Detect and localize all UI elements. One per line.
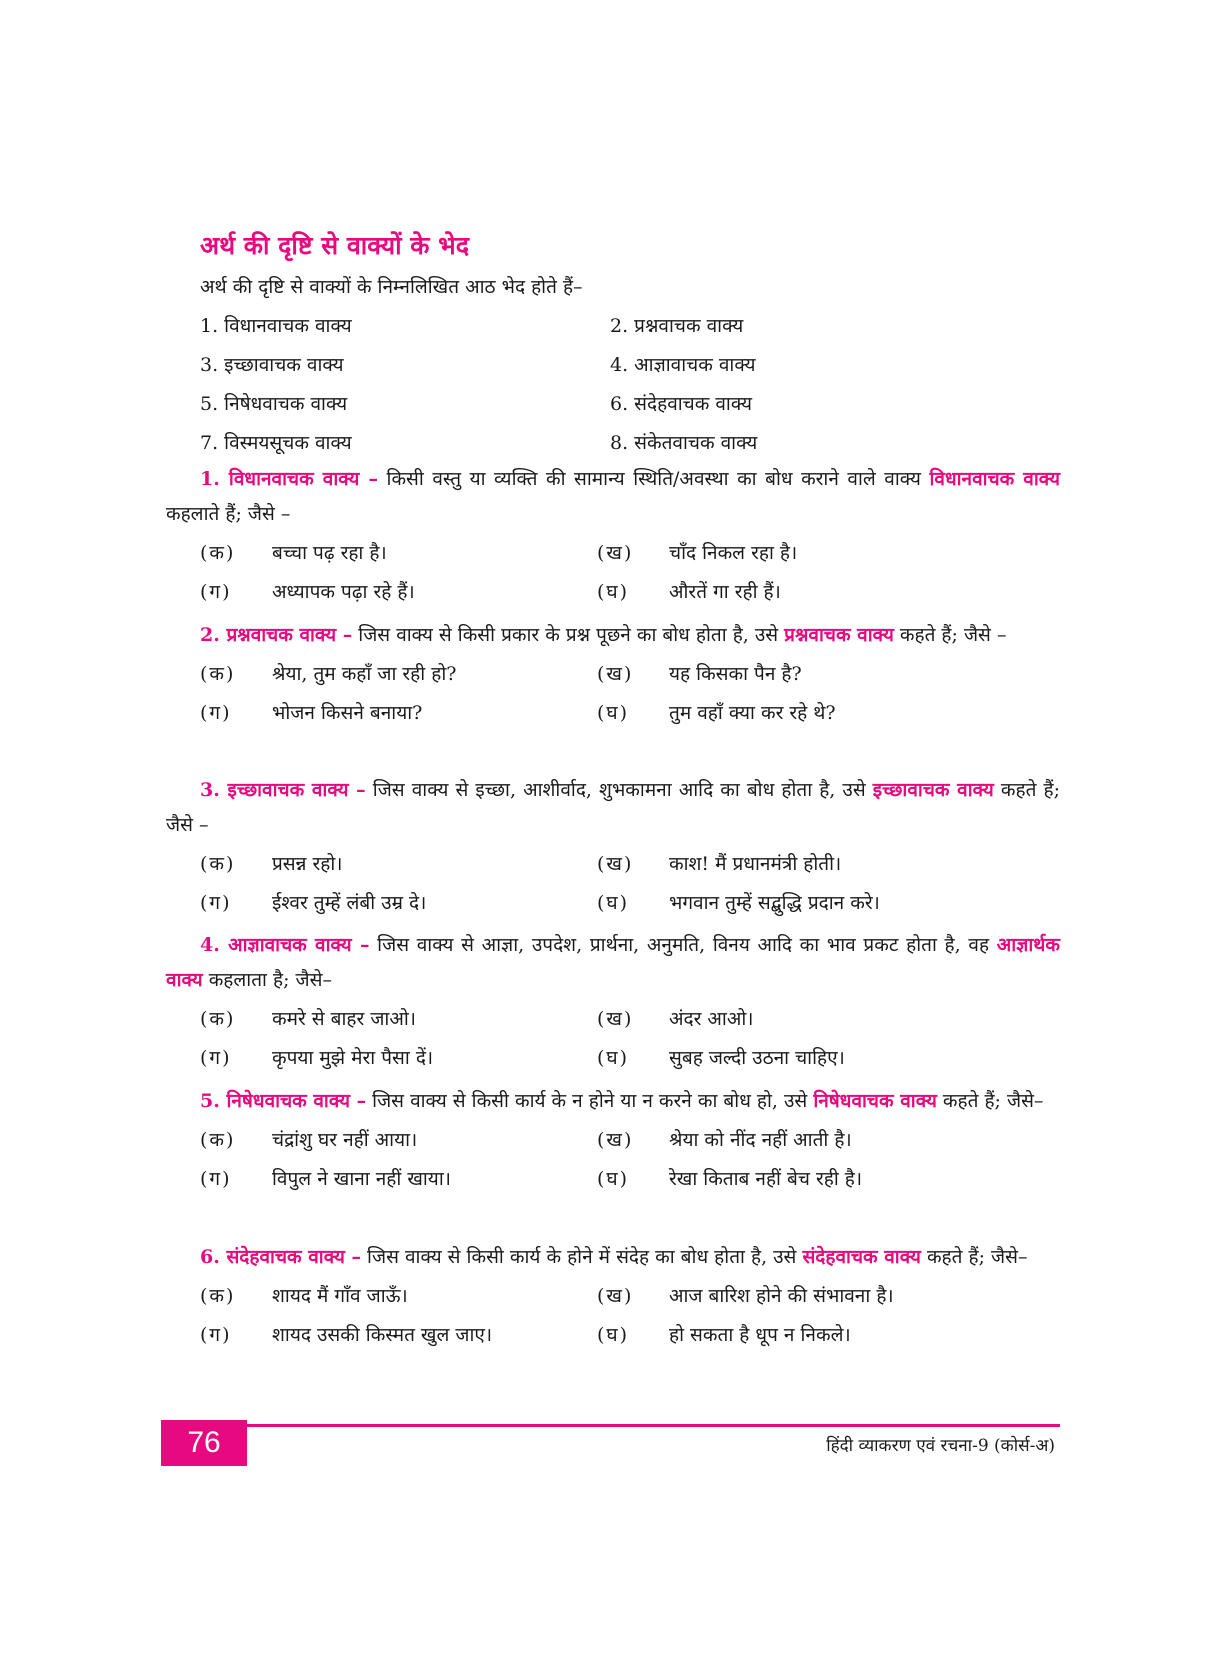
- section-definition: [166, 462, 1060, 532]
- page-number: 76: [161, 1420, 247, 1466]
- example-row: [166, 843, 1060, 882]
- section-definition: [166, 928, 1060, 998]
- definition-text: कहते हैं; जैसे–: [920, 1246, 1028, 1268]
- example-label: (ख): [597, 1284, 634, 1307]
- example-text: प्रसन्न रहो।: [272, 852, 343, 875]
- definition-text: जिस वाक्य से किसी कार्य के न होने या न करने का बोध हो, उसे: [366, 1090, 814, 1112]
- example-label: (ग): [200, 1323, 232, 1346]
- example-label: (क): [200, 1284, 236, 1307]
- definition-text: कहते हैं; जैसे –: [893, 624, 1007, 646]
- example-label: (क): [200, 1007, 236, 1030]
- example-text: औरतें गा रही हैं।: [669, 580, 781, 603]
- example-row: [166, 1158, 1060, 1197]
- example-text: श्रेया, तुम कहाँ जा रही हो?: [272, 662, 457, 685]
- list-row: [200, 312, 1020, 351]
- example-label: (ख): [597, 541, 634, 564]
- definition-text: कहते हैं; जैसे –: [166, 779, 1060, 836]
- example-text: विपुल ने खाना नहीं खाया।: [272, 1167, 451, 1190]
- example-label: (ख): [597, 852, 634, 875]
- example-text: कृपया मुझे मेरा पैसा दें।: [272, 1046, 434, 1069]
- example-text: अध्यापक पढ़ा रहे हैं।: [272, 580, 415, 603]
- section-vidhanvachak: [166, 462, 1060, 610]
- example-text: ईश्वर तुम्हें लंबी उम्र दे।: [272, 891, 427, 914]
- example-row: [166, 571, 1060, 610]
- example-text: कमरे से बाहर जाओ।: [272, 1007, 416, 1030]
- section-title: 4. आज्ञावाचक वाक्य –: [200, 934, 370, 956]
- example-row: [166, 532, 1060, 571]
- example-label: (घ): [597, 891, 630, 914]
- example-row: [166, 653, 1060, 692]
- example-text: शायद उसकी किस्मत खुल जाए।: [272, 1323, 493, 1346]
- example-row: [166, 692, 1060, 731]
- section-title: 3. इच्छावाचक वाक्य –: [200, 779, 366, 801]
- section-definition: [166, 1240, 1060, 1275]
- example-row: [166, 882, 1060, 921]
- book-title: हिंदी व्याकरण एवं रचना-9 (कोर्स-अ): [826, 1436, 1055, 1456]
- example-text: रेखा किताब नहीं बेच रही है।: [669, 1167, 863, 1190]
- example-label: (ख): [597, 662, 634, 685]
- section-definition: [166, 773, 1060, 843]
- example-text: चंद्रांशु घर नहीं आया।: [272, 1128, 418, 1151]
- highlight-term: इच्छावाचक वाक्य: [872, 779, 994, 801]
- section-title: 5. निषेधवाचक वाक्य –: [200, 1090, 367, 1112]
- example-text: काश! मैं प्रधानमंत्री होती।: [669, 852, 842, 875]
- section-title: 1. विधानवाचक वाक्य –: [200, 468, 379, 490]
- example-text: आज बारिश होने की संभावना है।: [669, 1284, 894, 1307]
- section-sandehvachak: [166, 1240, 1060, 1353]
- example-label: (ग): [200, 580, 232, 603]
- example-label: (ख): [597, 1007, 634, 1030]
- highlight-term: विधानवाचक वाक्य: [929, 468, 1060, 490]
- highlight-term: प्रश्नवाचक वाक्य: [784, 624, 894, 646]
- highlight-term: संदेहवाचक वाक्य: [802, 1246, 921, 1268]
- section-title: 2. प्रश्नवाचक वाक्य –: [200, 624, 353, 646]
- list-item: 3. इच्छावाचक वाक्य: [200, 354, 344, 376]
- section-aagyavachak: [166, 928, 1060, 1076]
- list-item: 4. आज्ञावाचक वाक्य: [610, 354, 756, 376]
- example-label: (क): [200, 1128, 236, 1151]
- definition-text: कहलाते हैं; जैसे –: [166, 503, 291, 525]
- section-ichchhavachak: [166, 773, 1060, 921]
- highlight-term: निषेधवाचक वाक्य: [813, 1090, 937, 1112]
- section-definition: [166, 1084, 1060, 1119]
- example-text: सुबह जल्दी उठना चाहिए।: [669, 1046, 845, 1069]
- section-prashnavachak: [166, 618, 1060, 731]
- section-title: 6. संदेहवाचक वाक्य –: [200, 1246, 362, 1268]
- example-label: (घ): [597, 580, 630, 603]
- example-text: यह किसका पैन है?: [669, 662, 802, 685]
- example-text: तुम वहाँ क्या कर रहे थे?: [669, 701, 836, 724]
- example-label: (क): [200, 541, 236, 564]
- example-label: (ग): [200, 701, 232, 724]
- list-item: 2. प्रश्नवाचक वाक्य: [610, 315, 744, 337]
- section-nishedhvachak: [166, 1084, 1060, 1197]
- definition-text: जिस वाक्य से इच्छा, आशीर्वाद, शुभकामना आदि का बोध होता है, उसे: [365, 779, 873, 801]
- example-text: श्रेया को नींद नहीं आती है।: [669, 1128, 852, 1151]
- example-text: बच्चा पढ़ रहा है।: [272, 541, 387, 564]
- section-definition: [166, 618, 1060, 653]
- list-row: [200, 390, 1020, 429]
- definition-text: कहलाता है; जैसे–: [202, 969, 332, 991]
- example-label: (ग): [200, 1167, 232, 1190]
- example-label: (ग): [200, 1046, 232, 1069]
- highlight-term: आज्ञार्थक वाक्य: [166, 934, 1060, 991]
- example-label: (ग): [200, 891, 232, 914]
- list-row: [200, 351, 1020, 390]
- list-item: 6. संदेहवाचक वाक्य: [610, 393, 753, 415]
- list-item: 7. विस्मयसूचक वाक्य: [200, 432, 352, 454]
- example-text: हो सकता है धूप न निकले।: [669, 1323, 851, 1346]
- example-label: (घ): [597, 1323, 630, 1346]
- example-text: भगवान तुम्हें सद्बुद्धि प्रदान करे।: [669, 891, 880, 914]
- example-row: [166, 998, 1060, 1037]
- footer-divider: [244, 1424, 1060, 1427]
- definition-text: किसी वस्तु या व्यक्ति की सामान्य स्थिति/अवस्था का बोध कराने वाले वाक्य: [378, 468, 930, 490]
- example-label: (घ): [597, 1046, 630, 1069]
- example-text: चाँद निकल रहा है।: [669, 541, 798, 564]
- example-text: अंदर आओ।: [669, 1007, 754, 1030]
- definition-text: कहते हैं; जैसे–: [936, 1090, 1044, 1112]
- list-item: 1. विधानवाचक वाक्य: [200, 315, 352, 337]
- list-item: 5. निषेधवाचक वाक्य: [200, 393, 348, 415]
- example-row: [166, 1119, 1060, 1158]
- definition-text: जिस वाक्य से किसी प्रकार के प्रश्न पूछने का बोध होता है, उसे: [352, 624, 785, 646]
- example-label: (ख): [597, 1128, 634, 1151]
- intro-text: अर्थ की दृष्टि से वाक्यों के निम्नलिखित आठ भेद होते हैं–: [200, 276, 583, 298]
- example-label: (घ): [597, 1167, 630, 1190]
- example-label: (घ): [597, 701, 630, 724]
- example-row: [166, 1275, 1060, 1314]
- example-text: भोजन किसने बनाया?: [272, 701, 423, 724]
- list-item: 8. संकेतवाचक वाक्य: [610, 432, 758, 454]
- example-label: (क): [200, 852, 236, 875]
- example-row: [166, 1037, 1060, 1076]
- example-row: [166, 1314, 1060, 1353]
- example-text: शायद मैं गाँव जाऊँ।: [272, 1284, 408, 1307]
- definition-text: जिस वाक्य से किसी कार्य के होने में संदेह का बोध होता है, उसे: [361, 1246, 803, 1268]
- page-heading: अर्थ की दृष्टि से वाक्यों के भेद: [200, 231, 469, 260]
- types-list: [200, 312, 1020, 468]
- example-label: (क): [200, 662, 236, 685]
- definition-text: जिस वाक्य से आज्ञा, उपदेश, प्रार्थना, अनुमति, विनय आदि का भाव प्रकट होता है, वह: [369, 934, 997, 956]
